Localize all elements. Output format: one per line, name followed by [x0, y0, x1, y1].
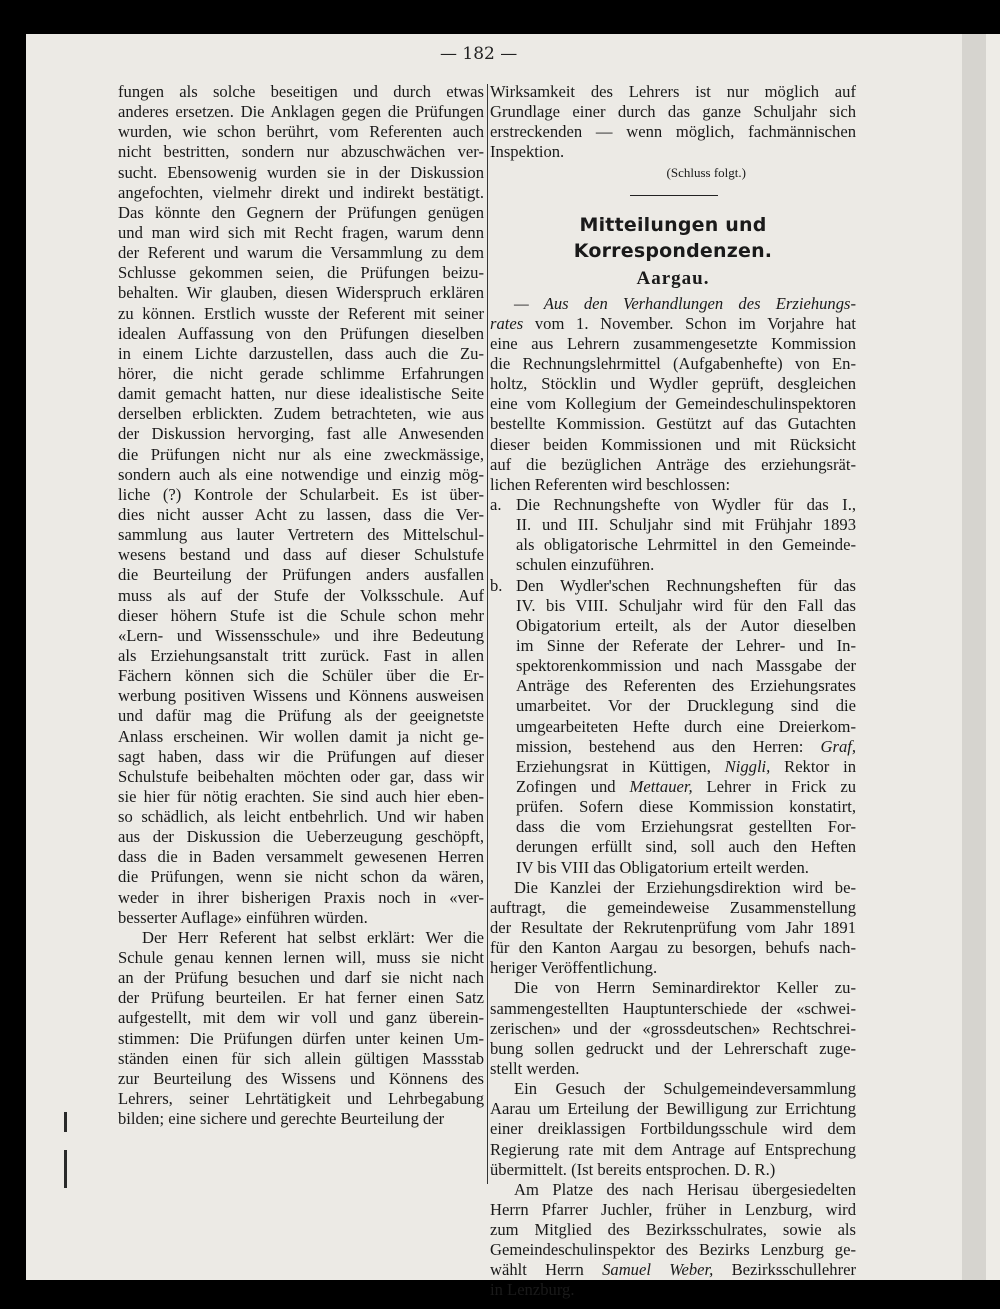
text-line: behalten. Wir glauben, diesen Widerspruch erklären: [118, 283, 484, 303]
text-line: sammengestellten Hauptunterschiede der «schwei-: [490, 998, 856, 1018]
text-line: sammlung aus lauter Vertretern des Mittelschul-: [118, 525, 484, 545]
text-line: auf die bezüglichen Anträge des erziehungsrät-: [490, 454, 856, 474]
text-line: erstreckenden — wenn möglich, fachmännischen: [490, 122, 856, 142]
text-line: «Lern- und Wissensschule» und ihre Bedeutung: [118, 625, 484, 645]
text-line: anderes ersetzen. Die Anklagen gegen die Prüfungen: [118, 102, 484, 122]
text-line: zu können. Erstlich wusste der Referent mit seiner: [118, 303, 484, 323]
text-line: Die von Herrn Seminardirektor Keller zu-: [514, 978, 856, 998]
text-line: eine aus Lehrern zusammengesetzte Kommission: [490, 333, 856, 353]
text-line: werbung positiven Wissens und Könnens ausweisen: [118, 686, 484, 706]
text-line: Die Kanzlei der Erziehungsdirektion wird be-: [514, 877, 856, 897]
text-line: sondern auch als eine notwendige und einzig mög-: [118, 464, 484, 484]
text-line: Anlass erscheinen. Wir wollen damit ja nicht ge-: [118, 726, 484, 746]
text-line: Der Herr Referent hat selbst erklärt: Wer die: [142, 927, 484, 947]
item-a-line: als obligatorische Lehrmittel in den Gemeinde-: [516, 535, 856, 555]
text-line: übermittelt. (Ist bereits entsprochen. D. R.): [490, 1159, 776, 1179]
intro-first-line: — Aus den Verhandlungen des Erziehungs-: [514, 293, 856, 313]
text-line: hörer, die nicht gerade schlimme Erfahrungen: [118, 363, 484, 383]
margin-mark: [64, 1150, 67, 1188]
item-b-tail-line: prüfen. Sofern diese Kommission konstatirt,: [516, 797, 856, 817]
text-line: besserter Auflage» einführen würden.: [118, 907, 368, 927]
item-b-line: Den Wydler'schen Rechnungsheften für das: [516, 575, 856, 595]
platze-weber-line: wählt Herrn Samuel Weber, Bezirksschullehrer: [490, 1260, 856, 1280]
right-column: [490, 82, 856, 1301]
text-line: liche (?) Kontrole der Schularbeit. Es ist über-: [118, 484, 484, 504]
text-line: sucht. Ebensowenig wurden sie in der Diskussion: [118, 162, 484, 182]
text-line: der Resultate der Rekrutenprüfung vom Jahr 1891: [490, 917, 856, 937]
text-line: Gemeindeschulinspektor des Bezirks Lenzburg ge-: [490, 1240, 856, 1260]
item-a-line: II. und III. Schuljahr sind mit Frühjahr 1893: [516, 515, 856, 535]
text-line: dieser beiden Kommissionen und mit Rücksicht: [490, 434, 856, 454]
text-line: Am Platze des nach Herisau übergesiedelten: [514, 1179, 856, 1199]
text-line: Regierung rate mit dem Antrage auf Entsprechung: [490, 1139, 856, 1159]
names-line-1: Erziehungsrat in Küttigen, Niggli, Rektor in: [516, 756, 856, 776]
text-line: die Rechnungslehrmittel (Aufgabenhefte) von En-: [490, 353, 856, 373]
text-line: der Prüfung beurteilen. Er hat ferner einen Satz: [118, 988, 484, 1008]
names-line-2: Zofingen und Mettauer, Lehrer in Frick zu: [516, 776, 856, 796]
text-line: weder in ihrer bisherigen Praxis noch in «ver-: [118, 887, 484, 907]
text-line: für den Kanton Aargau zu besorgen, behufs nach-: [490, 938, 856, 958]
item-b-tail-line: derungen erfüllt sind, soll auch den Heften: [516, 837, 856, 857]
text-line: Lehrers, seiner Lehrtätigkeit und Lehrbegabung: [118, 1089, 484, 1109]
text-line: so schädlich, als leicht entbehrlich. Und wir haben: [118, 807, 484, 827]
text-line: sagt haben, dass wir die Prüfungen auf dieser: [118, 746, 484, 766]
item-b-tail-line: IV bis VIII das Obligatorium erteilt werden.: [516, 857, 809, 877]
item-b-line: umgearbeiteten Hefte durch eine Dreierkom-: [516, 716, 856, 736]
intro-second-line: rates vom 1. November. Schon im Vorjahre hat: [490, 313, 856, 333]
text-line: Wirksamkeit des Lehrers ist nur möglich auf: [490, 82, 856, 101]
section-divider: [630, 195, 718, 196]
next-page-edge: [986, 34, 1000, 1280]
name-graf: Graf,: [820, 736, 856, 756]
text-line: sie hier für nötig erachten. Sie sind auch hier eben-: [118, 786, 484, 806]
text-line: damit gemacht hatten, nur diese idealistische Seite: [118, 384, 484, 404]
text-line: bilden; eine sichere und gerechte Beurteilung der: [118, 1109, 445, 1129]
text-line: wurden, wie schon berührt, vom Referenten auch: [118, 122, 484, 142]
text-line: idealen Auffassung von den Prüfungen dieselben: [118, 323, 484, 343]
item-b-line: umarbeitet. Vor der Drucklegung sind die: [516, 696, 856, 716]
list-item-b: [490, 576, 856, 878]
list-item-a: [490, 495, 856, 576]
left-column: [118, 82, 484, 1129]
text-line: und dafür mag die Prüfung als der geeignetste: [118, 706, 484, 726]
text-line: wesens bestand und dass auf dieser Schulstufe: [118, 545, 484, 565]
text-line: bung sollen gedruckt und der Lehrerschaft zuge-: [490, 1038, 856, 1058]
text-line: Schule genau kennen lernen will, muss sie nicht: [118, 948, 484, 968]
paragraph-kanzlei: [490, 878, 856, 979]
item-b-line: Obigatorium erteilt, als der Autor dieselben: [516, 615, 856, 635]
text-line: Aarau um Erteilung der Bewilligung zur Errichtung: [490, 1099, 856, 1119]
text-line: in einem Lichte darzustellen, dass auch die Zu-: [118, 343, 484, 363]
text-line: zur Beurteilung des Wissens und Könnens des: [118, 1068, 484, 1088]
text-line: die Prüfungen nicht nur als eine zweckmässige,: [118, 444, 484, 464]
text-line: stimmen: Die Prüfungen dürfen unter keinen Um-: [118, 1028, 484, 1048]
text-line: einer dreiklassigen Fortbildungsschule wird dem: [490, 1119, 856, 1139]
item-b-line: Anträge des Referenten des Erziehungsrates: [516, 676, 856, 696]
text-line: zum Mitglied des Bezirksschulrates, sowie als: [490, 1220, 856, 1240]
text-line: bestellte Kommission. Gestützt auf das Gutachten: [490, 414, 856, 434]
text-line: lichen Referenten wird beschlossen:: [490, 474, 731, 494]
text-line: Inspektion.: [490, 142, 565, 162]
text-line: holtz, Stöcklin und Wydler geprüft, desgleichen: [490, 374, 856, 394]
text-line: dies nicht ausser Acht zu lassen, dass die Ver-: [118, 504, 484, 524]
item-a-line: Die Rechnungshefte von Wydler für das I.,: [516, 494, 856, 514]
text-line: nicht bestritten, sondern nur abzuschwächen ver-: [118, 142, 484, 162]
text-line: die Prüfungen, wenn sie nicht schon da wären,: [118, 867, 484, 887]
text-line: Herrn Pfarrer Juchler, früher in Lenzburg, wird: [490, 1199, 856, 1219]
paragraph-platze: [490, 1180, 856, 1261]
item-b-line: mission, bestehend aus den Herren: Graf,: [516, 736, 856, 756]
text-line: heriger Veröffentlichung.: [490, 958, 658, 978]
text-line: die Beurteilung der Prüfungen anders ausfallen: [118, 565, 484, 585]
paragraph-gesuch: [490, 1079, 856, 1180]
text-line: eine vom Kollegium der Gemeindeschulinspektoren: [490, 394, 856, 414]
text-line: Fächern können sich die Schüler über die Er-: [118, 666, 484, 686]
margin-mark: [64, 1112, 67, 1132]
text-line: Schlusse gekommen seien, die Prüfungen beizu-: [118, 263, 484, 283]
text-line: aufgestellt, mit dem wir voll und ganz überein-: [118, 1008, 484, 1028]
region-heading: Aargau.: [636, 267, 710, 289]
item-b-line: spektorenkommission und nach Massgabe der: [516, 656, 856, 676]
text-line: dass die in Baden versammelt gewesenen Herren: [118, 847, 484, 867]
text-line: der Referent und warum die Versammlung zu dem: [118, 243, 484, 263]
text-line: dieser höhern Stufe ist die Schule schon mehr: [118, 605, 484, 625]
text-line: der Diskussion hervorging, fast alle Anwesenden: [118, 424, 484, 444]
text-line: derselben erblickten. Zudem betrachteten, wie aus: [118, 404, 484, 424]
intro-paragraph: [490, 334, 856, 495]
text-line: Ein Gesuch der Schulgemeindeversammlung: [514, 1079, 856, 1099]
platze-last-line: in Lenzburg.: [490, 1280, 575, 1300]
text-line: Schulstufe beibehalten möchten oder gar, dass wir: [118, 766, 484, 786]
page-number: — 182 —: [440, 44, 518, 64]
section-heading: Mitteilungen und Korrespondenzen.: [573, 213, 773, 262]
item-a-line: schulen einzuführen.: [516, 555, 655, 575]
to-be-continued-note: (Schluss folgt.): [666, 164, 746, 180]
item-a-marker: a.: [490, 494, 502, 514]
paragraph-keller: [490, 978, 856, 1079]
page-edge-shadow: [962, 34, 986, 1280]
text-line: Grundlage einer durch das ganze Schuljahr sich: [490, 102, 856, 122]
item-b-tail-line: dass die vom Erziehungsrat gestellten For-: [516, 817, 856, 837]
text-line: Das könnte den Gegnern der Prüfungen genügen: [118, 202, 484, 222]
text-line: aus der Diskussion die Ueberzeugung geschöpft,: [118, 827, 484, 847]
text-line: fungen als solche beseitigen und durch etwas: [118, 82, 484, 101]
text-line: stellt werden.: [490, 1058, 580, 1078]
text-line: auftragt, die gemeindeweise Zusammenstellung: [490, 897, 856, 917]
item-b-marker: b.: [490, 575, 503, 595]
text-line: und man wird sich mit Recht fragen, warum denn: [118, 222, 484, 242]
text-line: ständen einen für sich allein gültigen Massstab: [118, 1048, 484, 1068]
text-line: an der Prüfung besuchen und darf sie nicht nach: [118, 968, 484, 988]
item-b-line: IV. bis VIII. Schuljahr wird für den Fall das: [516, 595, 856, 615]
column-rule: [487, 84, 488, 1184]
text-line: muss als auf der Stufe der Volksschule. Auf: [118, 585, 484, 605]
continuation-paragraph: [490, 82, 856, 163]
item-b-line: im Sinne der Referate der Lehrer- und In-: [516, 635, 856, 655]
text-line: angefochten, vielmehr direkt und indirekt bestätigt.: [118, 182, 484, 202]
text-line: als Erziehungsanstalt tritt zurück. Fast in allen: [118, 645, 484, 665]
text-line: zerischen» und der «grossdeutschen» Rechtschrei-: [490, 1018, 856, 1038]
